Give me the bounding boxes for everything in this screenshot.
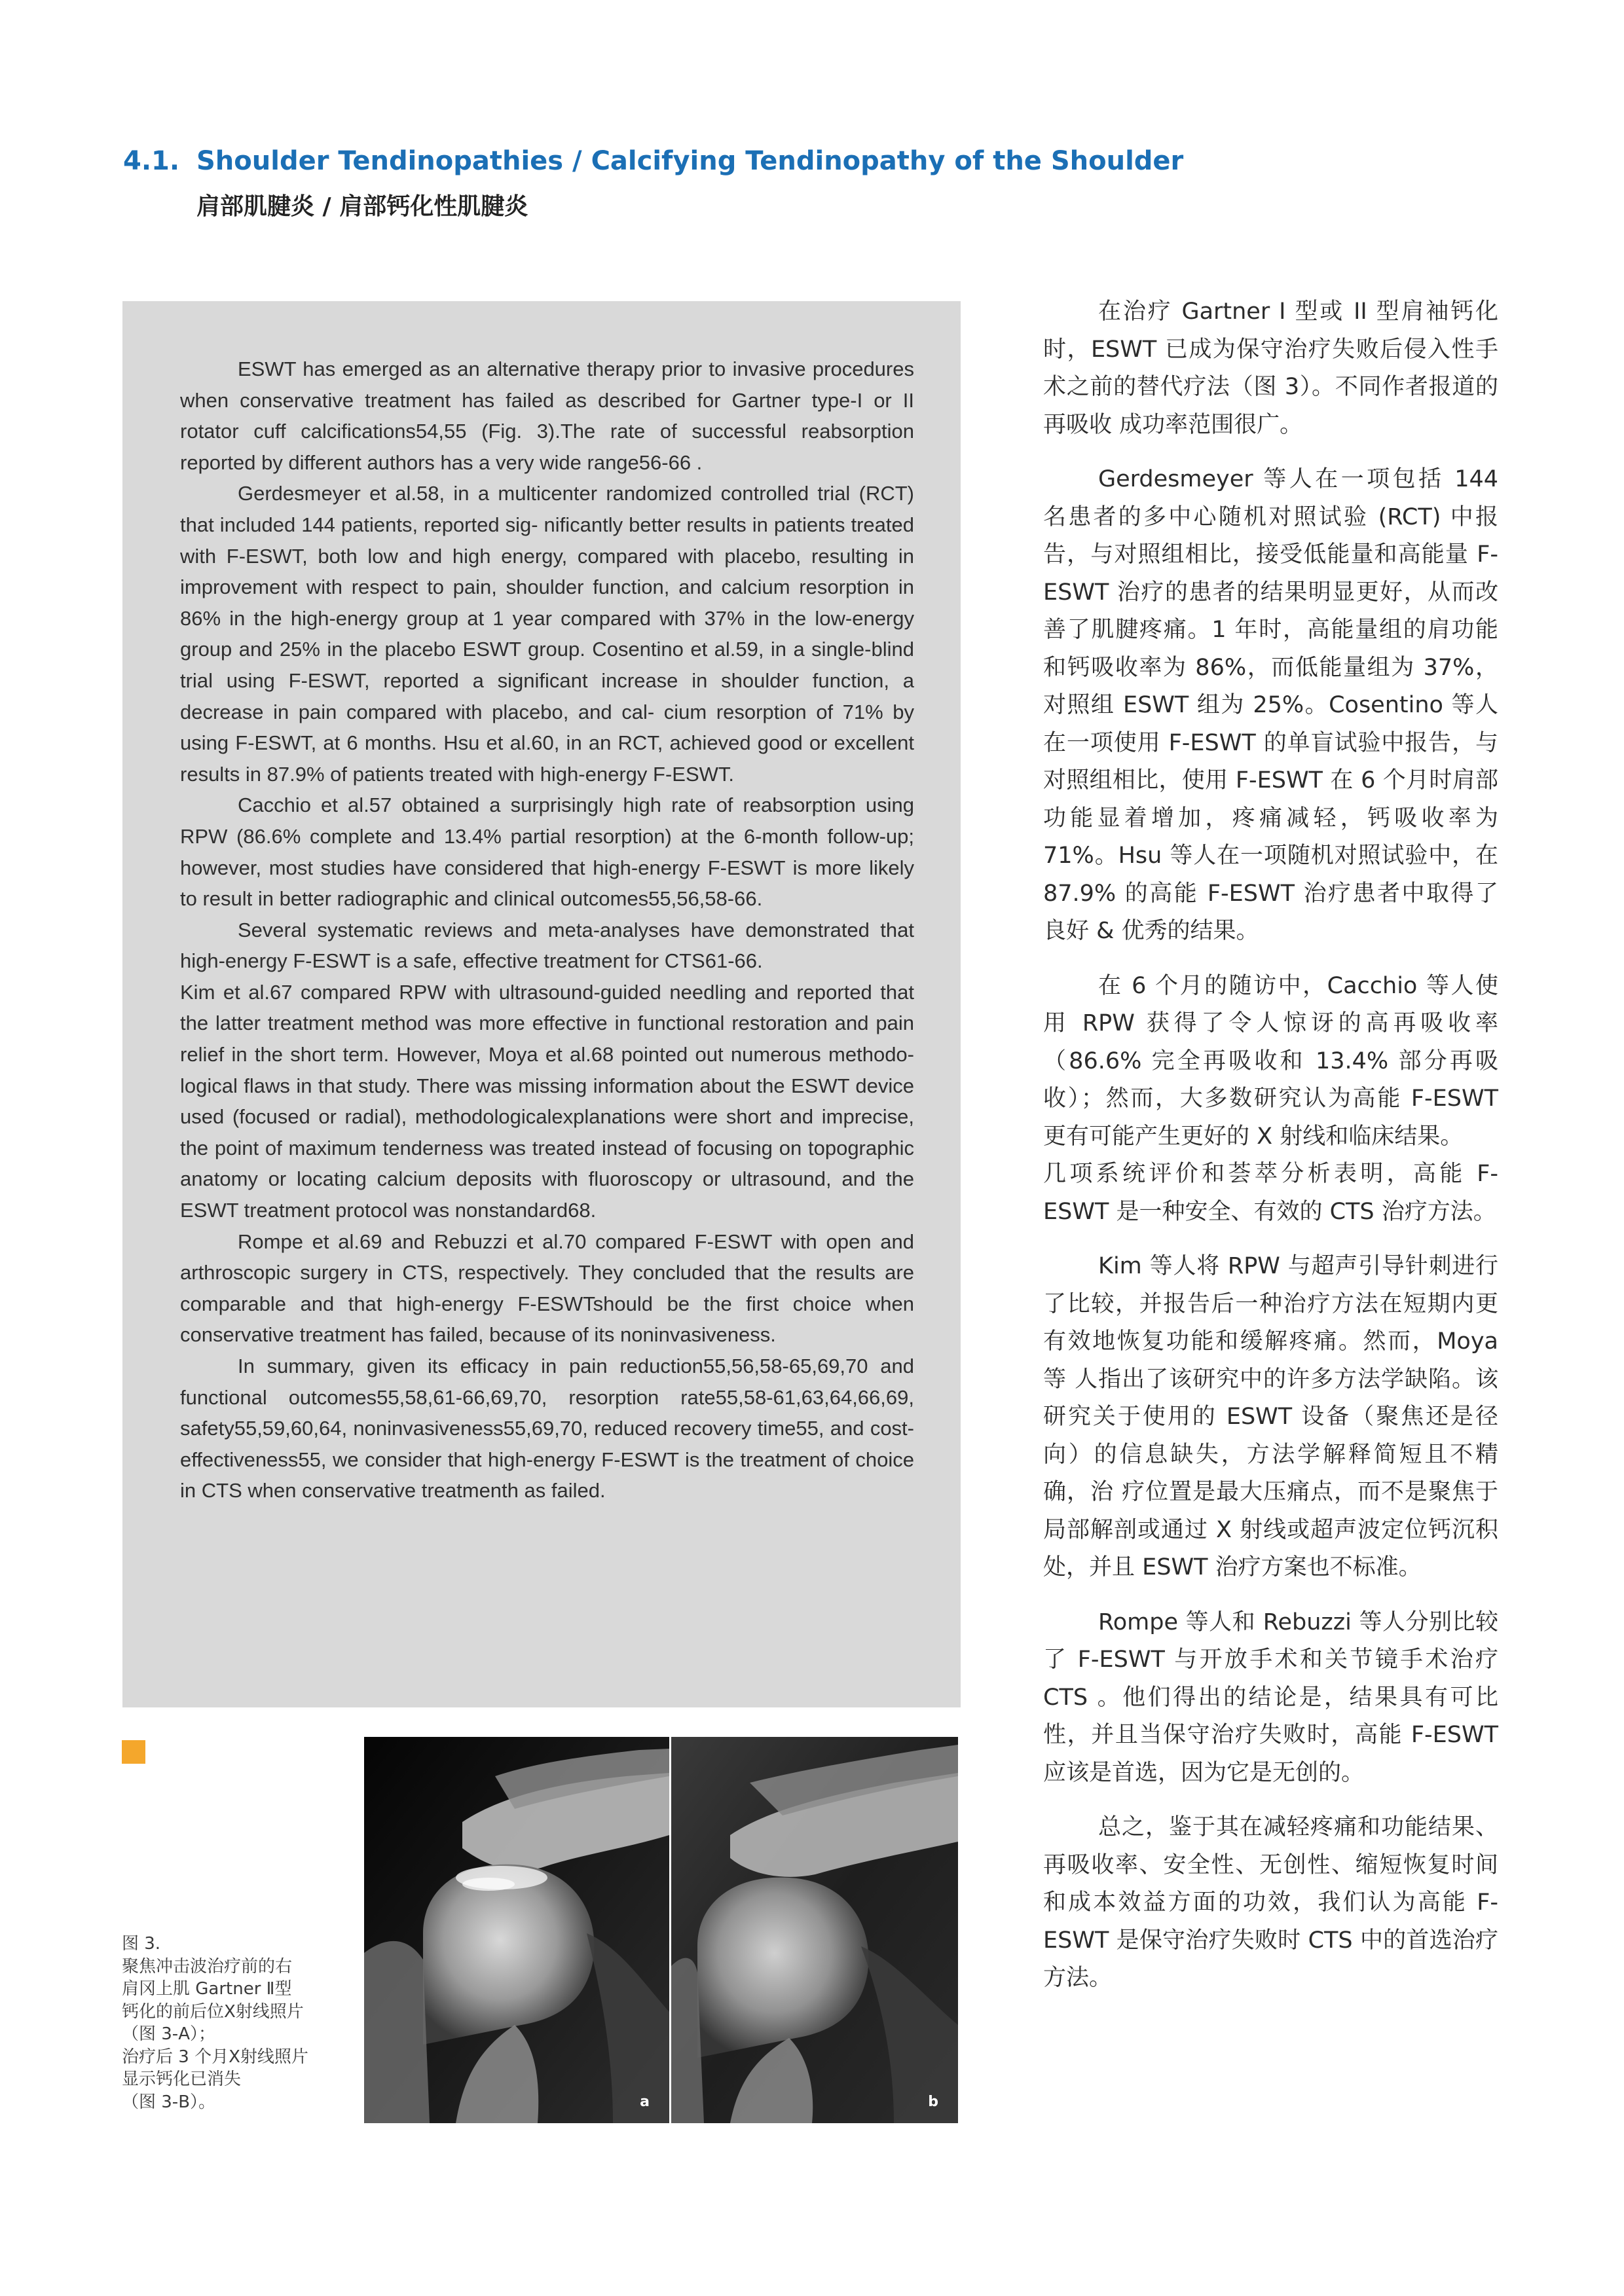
english-text <box>180 354 914 1506</box>
figure-caption <box>122 1933 344 2113</box>
section-title-en: Shoulder Tendinopathies / Calcifying Tendinopathy of the Shoulder <box>196 146 1184 176</box>
figure-marker-square <box>122 1740 145 1764</box>
caption-line: 肩冈上肌 Gartner Ⅱ型 <box>122 1979 292 1999</box>
section-heading-en <box>123 143 1531 179</box>
en-paragraph-5: Kim et al.67 compared RPW with ultrasound-guided needling and reported that the latter treatment method was more effective in functional restoration and pain relief in the short term. However, Moya et al.68 pointed out numerous methodo- logical flaws in that study. There was missing information about the ESWT device used (focused or radial), methodologicalexplanations were short and imprecise, the point of maximum tenderness was treated instead of focusing on topographic anatomy or locating calcium deposits with fluoroscopy or ultrasound, and the ESWT treatment protocol was nonstandard68. <box>180 980 914 1222</box>
xray-image-before <box>364 1737 669 2123</box>
en-paragraph-6: Rompe et al.69 and Rebuzzi et al.70 compared F-ESWT with open and arthroscopic surgery in CTS, respectively. They concluded that the results are comparable and that high-energy F-ESWTshould be the first choice when conservative treatment has failed, because of its noninvasiveness. <box>180 1230 914 1347</box>
section-title-zh: 肩部肌腱炎 / 肩部钙化性肌腱炎 <box>196 193 528 220</box>
zh-paragraph-1: 在治疗 Gartner I 型或 II 型肩袖钙化时，ESWT 已成为保守治疗失败后侵入性手术之前的替代疗法（图 3）。不同作者报道的再吸收 成功率范围很广。 <box>1043 299 1498 438</box>
xray-before-graphic <box>364 1737 669 2123</box>
en-paragraph-3: Cacchio et al.57 obtained a surprisingly high rate of reabsorption using RPW (86.6% complete and 13.4% partial resorption) at the 6-month follow-up; however, most studies have considered that high-energy F-ESWT is more likely to result in better radiographic and clinical outcomes55,56,58-66. <box>180 793 914 911</box>
xray-panel-label-b: b <box>928 2094 938 2110</box>
en-paragraph-7: In summary, given its efficacy in pain reduction55,56,58-65,69,70 and functional outcomes55,58,61-66,69,70, resorption rate55,58-61,63,64,66,69, safety55,59,60,64, noninvasiveness55,69,70, reduced recovery time55, and cost-effectiveness55, we consider that high-energy F-ESWT is the treatment of choice in CTS when conservative treatmenth as failed. <box>180 1355 914 1503</box>
caption-line: 显示钙化已消失 <box>122 2069 242 2089</box>
zh-paragraph-4: 几项系统评价和荟萃分析表明，高能 F-ESWT 是一种安全、有效的 CTS 治疗方法。 <box>1043 1161 1498 1225</box>
chinese-text <box>1043 293 1498 2014</box>
zh-paragraph-3: 在 6 个月的随访中，Cacchio 等人使用 RPW 获得了令人惊讶的高再吸收率（86.6% 完全再吸收和 13.4% 部分再吸收）；然而，大多数研究认为高能 F-ESWT 更有可能产生更好的 X 射线和临床结果。 <box>1043 972 1498 1150</box>
zh-paragraph-5: Kim 等人将 RPW 与超声引导针刺进行了比较，并报告后一种治疗方法在短期内更有效地恢复功能和缓解疼痛。然而，Moya 等 人指出了该研究中的许多方法学缺陷。该研究关于使用的 ESWT 设备（聚焦还是径向）的信息缺失，方法学解释简短且不精确，治 疗位置是最大压痛点，而不是聚焦于局部解剖或通过 X 射线或超声波定位钙沉积处，并且 ESWT 治疗方案也不标准。 <box>1043 1253 1498 1580</box>
caption-line: 治疗后 3 个月X射线照片 <box>122 2047 308 2067</box>
en-paragraph-4: Several systematic reviews and meta-analyses have demonstrated that high-energy F-ESWT is a safe, effective treatment for CTS61-66. <box>180 918 914 973</box>
zh-paragraph-6: Rompe 等人和 Rebuzzi 等人分别比较了 F-ESWT 与开放手术和关节镜手术治疗 CTS 。他们得出的结论是，结果具有可比性，并且当保守治疗失败时，高能 F-ESWT 应该是首选，因为它是无创的。 <box>1043 1609 1498 1786</box>
zh-paragraph-7: 总之，鉴于其在减轻疼痛和功能结果、再吸收率、安全性、无创性、缩短恢复时间和成本效益方面的功效，我们认为高能 F- ESWT 是保守治疗失败时 CTS 中的首选治疗方法。 <box>1043 1814 1498 1991</box>
caption-line: 图 3. <box>122 1934 161 1954</box>
caption-line: （图 3-B）。 <box>122 2092 216 2112</box>
caption-line: 钙化的前后位X射线照片 <box>122 2001 304 2022</box>
xray-panel-label-a: a <box>640 2094 650 2110</box>
zh-paragraph-2: Gerdesmeyer 等人在一项包括 144 名患者的多中心随机对照试验 (RCT) 中报告，与对照组相比，接受低能量和高能量 F-ESWT 治疗的患者的结果明显更好，从而改善了肌腱疼痛。1 年时，高能量组的肩功能和钙吸收率为 86%，而低能量组为 37%，对照组 ESWT 组为 25%。Cosentino 等人在一项使用 F-ESWT 的单盲试验中报告，与对照组相比，使用 F-ESWT 在 6 个月时肩部功能显着增加，疼痛减轻，钙吸收率为 71%。Hsu 等人在一项随机对照试验中，在 87.9% 的高能 F-ESWT 治疗患者中取得了良好 & 优秀的结果。 <box>1043 466 1498 944</box>
section-number: 4.1. <box>123 146 180 176</box>
en-paragraph-2: Gerdesmeyer et al.58, in a multicenter randomized controlled trial (RCT) that included 144 patients, reported sig- nificantly better results in patients treated with F-ESWT, both low and high energy, compared with placebo, resulting in improvement with respect to pain, shoulder function, and calcium resorption in 86% in the high-energy group at 1 year compared with 37% in the low-energy group and 25% in the placebo ESWT group. Cosentino et al.59, in a single-blind trial using F-ESWT, reported a significant increase in shoulder function, a decrease in pain compared with placebo, and cal- cium resorption of 71% by using F-ESWT, at 6 months. Hsu et al.60, in an RCT, achieved good or excellent results in 87.9% of patients treated with high-energy F-ESWT. <box>180 482 914 786</box>
caption-line: 聚焦冲击波治疗前的右 <box>122 1956 293 1977</box>
xray-image-after <box>671 1737 958 2123</box>
en-paragraph-1: ESWT has emerged as an alternative therapy prior to invasive procedures when conservative treatment has failed as described for Gartner type-I or II rotator cuff calcifications54,55 (Fig. 3).The rate of successful reabsorption reported by different authors has a very wide range56-66 . <box>180 357 914 474</box>
caption-line: （图 3-A）； <box>122 2024 215 2044</box>
xray-after-graphic <box>671 1737 958 2123</box>
